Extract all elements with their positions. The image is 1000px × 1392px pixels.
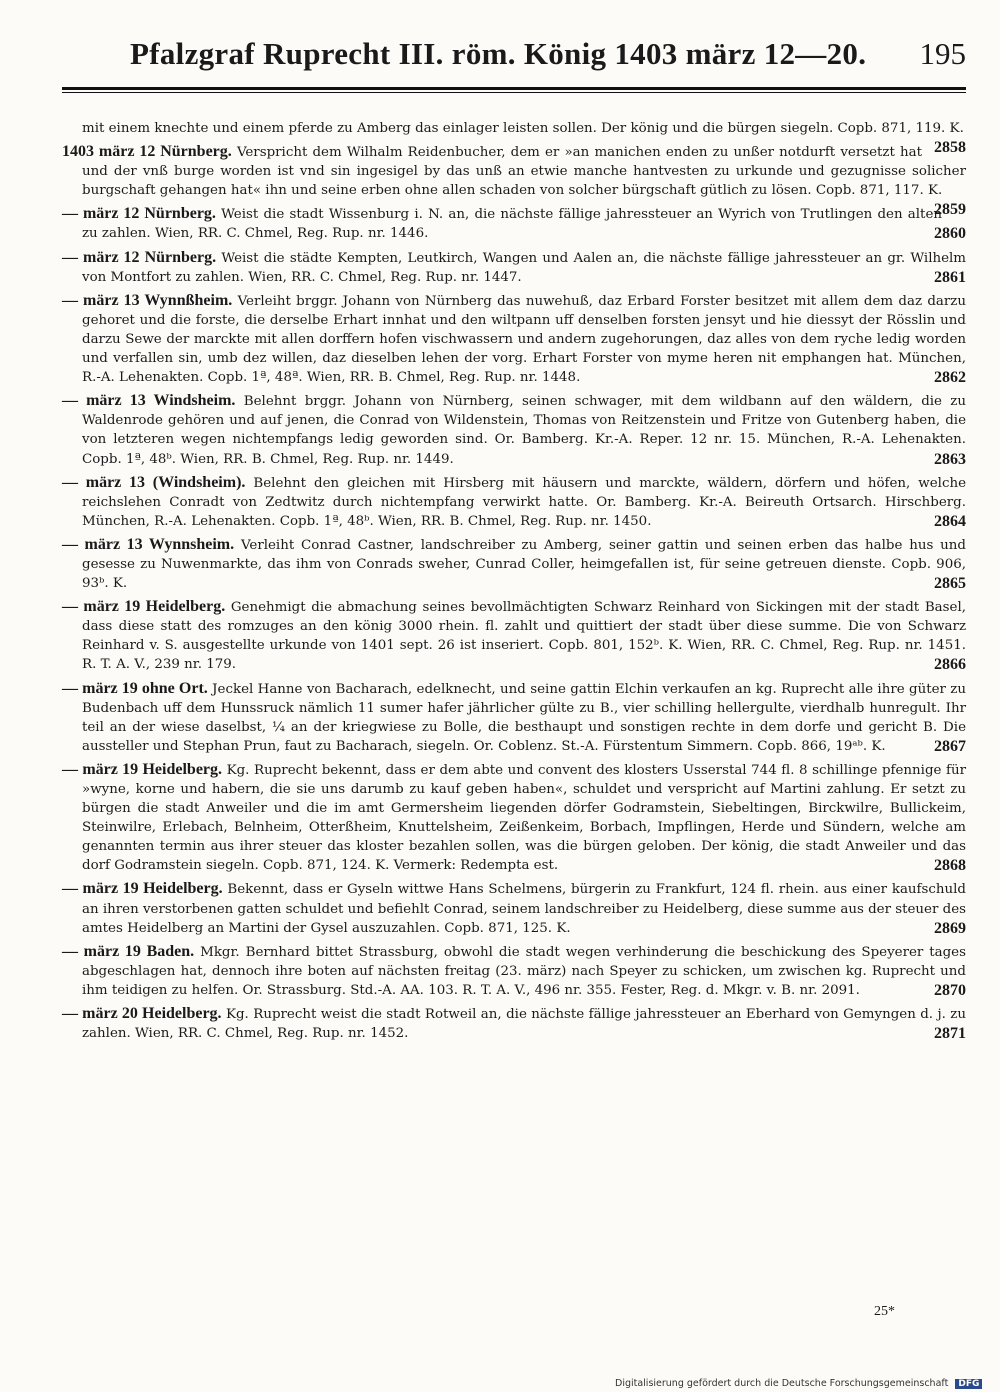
entry-heading: — märz 19 ohne Ort.	[62, 679, 208, 697]
page-header	[62, 34, 966, 84]
entry-text: Verleiht Conrad Castner, landschreiber zu Amberg, seiner gattin und seinen erben das halbe hus und gesesse zu Nuwenmarkte, das ihm von Conrads sweher, Cunrad Coller, heimgefallen ist, für seine getreuen dienste. Copb. 906, 93ᵇ. K.	[82, 537, 966, 592]
entry-text: Kg. Ruprecht bekennt, dass er dem abte und convent des klosters Usserstal 744 fl. 8 schillinge pfennige für »wyne, korne und habern, die sie uns darumb zu kauf geben haben«, schuldet und verspricht auf Martini zahlung. Er setzt zu bürgen die stadt Anweiler und die im amt Germersheim liegenden dörfer Godramstein, Siebeltingen, Birckwilre, Bullickeim, Steinwilre, Erlebach, Belnheim, Otterßheim, Knuttelsheim, Zeißenkeim, Borbach, Impflingen, Herde und Sündern, welche am genannten termin aus ihrer steuer das kloster bezahlen sollen, was die bürgen geloben. Der könig, die stadt Anweiler und das dorf Godramstein siegeln. Copb. 871, 124. K. Vermerk: Redempta est.	[82, 762, 966, 874]
header-rule	[62, 87, 966, 93]
entry-number: 2863	[934, 450, 966, 468]
entry-heading: — märz 19 Heidelberg.	[62, 880, 223, 898]
entry-heading: — märz 13 (Windsheim).	[62, 473, 246, 491]
regest-entry	[62, 760, 966, 876]
regest-entry	[62, 597, 966, 674]
regest-entry	[62, 1004, 966, 1043]
regest-entry	[62, 473, 966, 531]
regest-entry	[62, 879, 966, 937]
entry-text: Genehmigt die abmachung seines bevollmächtigten Schwarz Reinhard von Sickingen mit der stadt Basel, dass diese statt des romzuges an den könig 3000 rhein. fl. zahlt und quittiert der stadt über diese summe. Die von Schwarz Reinhard v. S. ausgestellte urkunde von 1401 sept. 26 ist inseriert. Copb. 801, 152ᵇ. K. Wien, RR. C. Chmel, Reg. Rup. nr. 1451. R. T. A. V., 239 nr. 179.	[82, 600, 966, 673]
regest-entry	[62, 142, 966, 219]
entry-heading: — märz 19 Heidelberg.	[62, 598, 226, 616]
regest-entry	[62, 204, 966, 243]
entry-number: 2866	[934, 656, 966, 674]
entry-number: 2869	[934, 919, 966, 937]
entry-heading: — märz 20 Heidelberg.	[62, 1005, 222, 1023]
entry-number: 2868	[934, 857, 966, 875]
entry-heading: — märz 12 Nürnberg.	[62, 248, 217, 266]
entry-text: Mkgr. Bernhard bittet Strassburg, obwohl die stadt wegen verhinderung die beschickung des Speyerer tages abgeschlagen hat, dennoch ihre boten auf nächsten freitag (23. märz) nach Speyer zu schicken, um zwischen kg. Ruprecht und ihm teidigen zu helfen. Or. Strassburg. Std.-A. AA. 103. R. T. A. V., 496 nr. 355. Fester, Reg. d. Mkgr. v. B. nr. 2091.	[82, 944, 966, 998]
entry-number: 2858	[934, 139, 966, 157]
entry-number: 2867	[934, 737, 966, 755]
entry-heading: — märz 13 Wynnsheim.	[62, 535, 235, 553]
entry-number: 2860	[934, 225, 966, 243]
entry-heading: — märz 12 Nürnberg.	[62, 205, 216, 223]
entry-text: Jeckel Hanne von Bacharach, edelknecht, und seine gattin Elchin verkaufen an kg. Ruprecht alle ihre güter zu Budenbach uff dem Hunssruck nämlich 11 sumer hafer jährlicher gülte zu B., vier schilling hellergulte, vierdhalb hunregult. Ihr teil an der wiese daselbst, ¼ an der kriegwiese zu Bolle, die besthaupt und sonstigen rechte in dem dorfe und gericht B. Die aussteller und Stephan Prun, faut zu Bacharach, siegeln. Or. Coblenz. St.-A. Fürstentum Simmern. Copb. 866, 19ᵃᵇ. K.	[82, 681, 966, 754]
regest-entry	[62, 942, 966, 1000]
entry-number: 2865	[934, 575, 966, 593]
entry-text: Weist die stadt Wissenburg i. N. an, die nächste fällige jahressteuer an Wyrich von Trutlingen den alten zu zahlen. Wien, RR. C. Chmel, Reg. Rup. nr. 1446.	[82, 207, 942, 242]
entry-number: 2859	[934, 201, 966, 219]
dfg-logo: DFG	[955, 1379, 982, 1389]
entry-text: Verleiht brggr. Johann von Nürnberg das nuwehuß, daz Erbard Forster besitzet mit allem dem daz darzu gehoret und die forste, die derselbe Erhart innhat und den wiltpann uff denselben forsten jensyt und hie diessyt der Rösslin und darzu Sewe der marckte mit allen dorffern hofen vischwassern und andern zugehorungen, daz alles von dem ryche ledig worden und verfallen sin, umb dez willen, daz dieselben lehen der vorg. Erhart Forster von myme heren nit emphangen hat. München, R.-A. Lehenakten. Copb. 1ª, 48ª. Wien, RR. B. Chmel, Reg. Rup. nr. 1448.	[82, 293, 966, 386]
regest-entry	[62, 535, 966, 593]
sheet-signature: 25*	[874, 1304, 895, 1319]
entry-text: Kg. Ruprecht weist die stadt Rotweil an, die nächste fällige jahressteuer an Eberhard von Gemyngen d. j. zu zahlen. Wien, RR. C. Chmel, Reg. Rup. nr. 1452.	[82, 1007, 966, 1042]
entry-heading: — märz 13 Wynnßheim.	[62, 291, 233, 309]
entry-number: 2871	[934, 1025, 966, 1043]
regest-entry	[62, 391, 966, 468]
entry-text: Bekennt, dass er Gyseln wittwe Hans Schelmens, bürgerin zu Frankfurt, 124 fl. rhein. aus einer kaufschuld an ihren verstorbenen gatten schuldet und befiehlt Conrad, seinem landschreiber zu Heidelberg, diese summe aus der steuer des amtes Heidelberg an Martini der Gysel auszuzahlen. Copb. 871, 125. K.	[82, 882, 966, 936]
entry-text: Belehnt brggr. Johann von Nürnberg, seinen schwager, mit dem wildbann auf den wäldern, die zu Waldenrode gehören und auf jenen, die Conrad von Wildenstein, Thomas von Reitzenstein und Fritze von Gutenberg haben, die von letzteren wegen nichtempfangs ledig geworden sind. Or. Bamberg. Kr.-A. Reper. 12 nr. 15. München, R.-A. Lehenakten. Copb. 1ª, 48ᵇ. Wien, RR. B. Chmel, Reg. Rup. nr. 1449.	[82, 394, 966, 467]
entry-text: Weist die städte Kempten, Leutkirch, Wangen und Aalen an, die nächste fällige jahressteuer an gr. Wilhelm von Montfort zu zahlen. Wien, RR. C. Chmel, Reg. Rup. nr. 1447.	[82, 250, 967, 285]
entry-heading: 1403 märz 12 Nürnberg.	[62, 143, 232, 161]
entry-number: 2864	[934, 512, 966, 530]
entry-number: 2861	[934, 268, 966, 286]
entry-heading: — märz 13 Windsheim.	[62, 392, 236, 410]
entry-heading: — märz 19 Heidelberg.	[62, 760, 223, 778]
page-number: 195	[919, 36, 966, 71]
entry-text: Belehnt den gleichen mit Hirsberg mit häusern und marckte, wäldern, dörfern und höfen, welche reichslehen Conradt von Zedtwitz durch nichtempfang verwirkt hatte. Or. Bamberg. Kr.-A. Beireuth Ortsarch. Hirschberg. München, R.-A. Lehenakten. Copb. 1ª, 48ᵇ. Wien, RR. B. Chmel, Reg. Rup. nr. 1450.	[82, 475, 966, 529]
footer-text: Digitalisierung gefördert durch die Deutsche Forschungsgemeinschaft	[615, 1378, 949, 1389]
entry-text: Verspricht dem Wilhalm Reidenbucher, dem er »an manichen enden zu unßer notdurft versetzt hat und der vnß burge worden ist vnd sin ingesigel by das unß an etwie manche hantvesten zu urkunde und gezugnisse solicher burgschaft gehangen hat« ihn und seine erben ohne allen schaden von solcher bürgschaft gütlich zu lösen. Copb. 871, 117. K.	[82, 145, 966, 199]
entry-number: 2862	[934, 369, 966, 387]
entry-heading: — märz 19 Baden.	[62, 942, 195, 960]
entry-number: 2870	[934, 981, 966, 999]
regest-entry	[62, 248, 966, 287]
regesta-list	[62, 118, 966, 1047]
regest-entry	[62, 291, 966, 387]
entry-text: mit einem knechte und einem pferde zu Amberg das einlager leisten sollen. Der könig und die bürgen siegeln. Copb. 871, 119. K.	[82, 121, 964, 136]
running-title: Pfalzgraf Ruprecht III. röm. König 1403 märz 12—20.	[130, 36, 867, 71]
regest-entry	[62, 679, 966, 756]
